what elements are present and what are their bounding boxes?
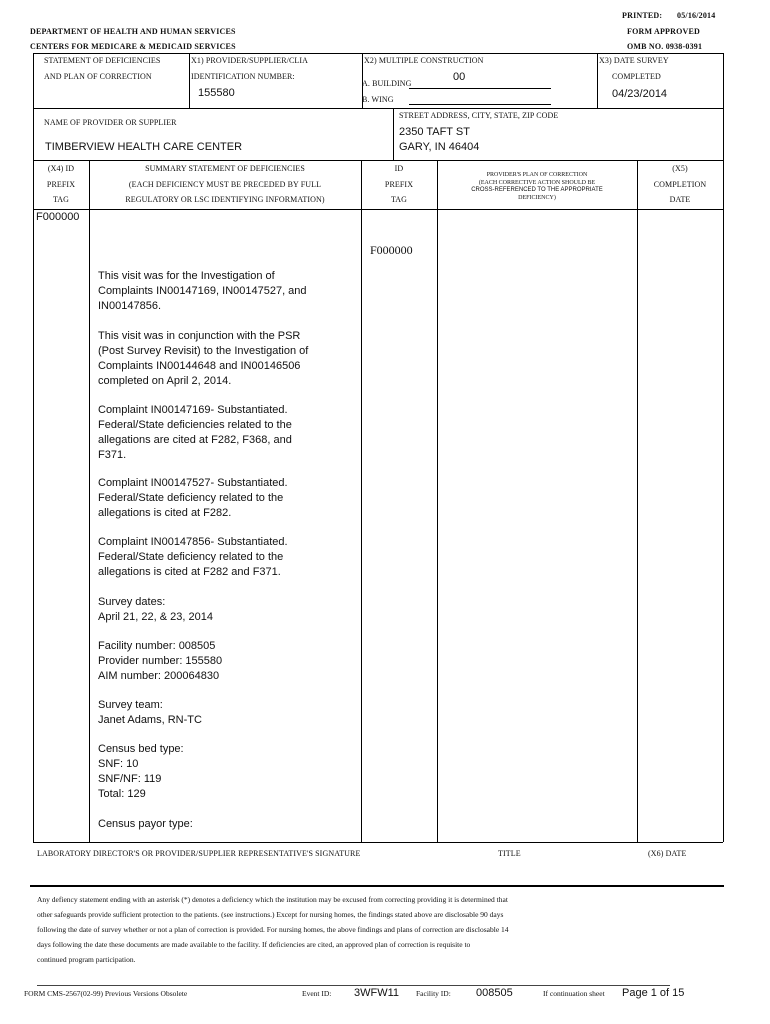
building-label: A. BUILDING <box>362 79 412 88</box>
footnote-line-1: Any defiency statement ending with an asterisk (*) denotes a deficiency which the institution may be excused from correcting providing it is determined that <box>37 895 508 904</box>
footnote-line-5: continued program participation. <box>37 955 136 964</box>
x5-label-3: DATE <box>669 195 691 204</box>
x1-label-2: IDENTIFICATION NUMBER: <box>191 72 295 81</box>
id-label-1: ID <box>394 164 404 173</box>
provider-name-label: NAME OF PROVIDER OR SUPPLIER <box>44 118 177 127</box>
statement-label-1: STATEMENT OF DEFICIENCIES <box>44 56 161 65</box>
footnote-line-2: other safeguards provide sufficient protection to the patients. (see instructions.) Except for nursing homes, the findings stated above are disclosable 90 days <box>37 910 504 919</box>
x3-label-1: X3) DATE SURVEY <box>599 56 669 65</box>
form-number: FORM CMS-2567(02-99) Previous Versions Obsolete <box>24 989 188 998</box>
x5-label-2: COMPLETION <box>653 180 707 189</box>
centers-title: CENTERS FOR MEDICARE & MEDICAID SERVICES <box>30 42 236 51</box>
wing-label: B. WING <box>362 95 394 104</box>
form-approved: FORM APPROVED <box>627 27 701 36</box>
id-label-3: TAG <box>390 195 408 204</box>
plan-label-3: CROSS-REFERENCED TO THE APPROPRIATE <box>471 187 603 193</box>
plan-label-2: (EACH CORRECTIVE ACTION SHOULD BE <box>478 180 596 186</box>
address-label: STREET ADDRESS, CITY, STATE, ZIP CODE <box>399 111 559 120</box>
building-value: 00 <box>453 71 466 83</box>
event-id-value: 3WFW11 <box>354 987 400 999</box>
paragraph-2: This visit was in conjunction with the PSR (Post Survey Revisit) to the Investigation of Complaints IN00144648 and IN00146506 completed on April 2, 2014. <box>98 330 309 387</box>
page-number: Page 1 of 15 <box>622 987 685 999</box>
left-prefix-tag: F000000 <box>36 211 80 223</box>
plan-label-1: PROVIDER'S PLAN OF CORRECTION <box>486 172 588 178</box>
signature-label: LABORATORY DIRECTOR'S OR PROVIDER/SUPPLIER REPRESENTATIVE'S SIGNATURE <box>37 849 361 858</box>
department-title: DEPARTMENT OF HEALTH AND HUMAN SERVICES <box>30 27 236 36</box>
summary-label-2: (EACH DEFICIENCY MUST BE PRECEDED BY FULL <box>128 180 322 189</box>
footnote-line-3: following the date of survey whether or not a plan of correction is provided. For nursing homes, the above findings and plans of correction are disclosable 14 <box>37 925 509 934</box>
id-label-2: PREFIX <box>384 180 414 189</box>
footnote-line-4: days following the date these documents are made available to the facility. If deficiencies are cited, an approved plan of correction is requisite to <box>37 940 471 949</box>
summary-label-3: REGULATORY OR LSC IDENTIFYING INFORMATION) <box>125 195 325 204</box>
x6-date-label: (X6) DATE <box>648 849 687 858</box>
x3-label-2: COMPLETED <box>612 72 661 81</box>
paragraph-9: Census bed type: SNF: 10 SNF/NF: 119 Total: 129 <box>98 743 184 800</box>
provider-id-value: 155580 <box>198 87 235 99</box>
paragraph-4: Complaint IN00147527- Substantiated. Federal/State deficiency related to the allegations is cited at F282. <box>98 477 288 519</box>
right-prefix-tag: F000000 <box>370 243 413 257</box>
event-id-label: Event ID: <box>302 989 332 998</box>
plan-label-4: DEFICIENCY) <box>518 195 556 201</box>
paragraph-5: Complaint IN00147856- Substantiated. Federal/State deficiency related to the allegations is cited at F282 and F371. <box>98 536 288 578</box>
printed-label: PRINTED: <box>622 11 663 20</box>
facility-id-label: Facility ID: <box>416 989 451 998</box>
paragraph-1: This visit was for the Investigation of Complaints IN00147169, IN00147527, and IN00147856. <box>98 270 307 312</box>
footnote <box>37 892 727 967</box>
provider-name-value: TIMBERVIEW HEALTH CARE CENTER <box>45 141 243 153</box>
facility-id-value: 008505 <box>476 987 513 999</box>
x5-label-1: (X5) <box>672 164 688 173</box>
continuation-label: If continuation sheet <box>543 989 605 998</box>
paragraph-6: Survey dates: April 21, 22, & 23, 2014 <box>98 596 213 623</box>
x2-label: X2) MULTIPLE CONSTRUCTION <box>364 56 484 65</box>
address-line-2: GARY, IN 46404 <box>399 141 480 153</box>
x4-label-1: (X4) ID <box>47 164 75 173</box>
paragraph-7: Facility number: 008505 Provider number: 155580 AIM number: 200064830 <box>98 640 223 682</box>
paragraph-10: Census payor type: <box>98 818 193 830</box>
x4-label-3: TAG <box>52 195 70 204</box>
title-label: TITLE <box>498 849 521 858</box>
summary-label-1: SUMMARY STATEMENT OF DEFICIENCIES <box>145 164 305 173</box>
survey-date-value: 04/23/2014 <box>612 88 668 100</box>
printed-date: 05/16/2014 <box>677 11 716 20</box>
x1-label-1: X1) PROVIDER/SUPPLIER/CLIA <box>191 56 309 65</box>
paragraph-3: Complaint IN00147169- Substantiated. Federal/State deficiencies related to the allegations are cited at F282, F368, and F371. <box>98 404 292 461</box>
statement-label-2: AND PLAN OF CORRECTION <box>44 72 152 81</box>
omb-number: OMB NO. 0938-0391 <box>627 42 703 51</box>
address-line-1: 2350 TAFT ST <box>399 126 470 138</box>
paragraph-8: Survey team: Janet Adams, RN-TC <box>98 699 202 726</box>
x4-label-2: PREFIX <box>46 180 76 189</box>
